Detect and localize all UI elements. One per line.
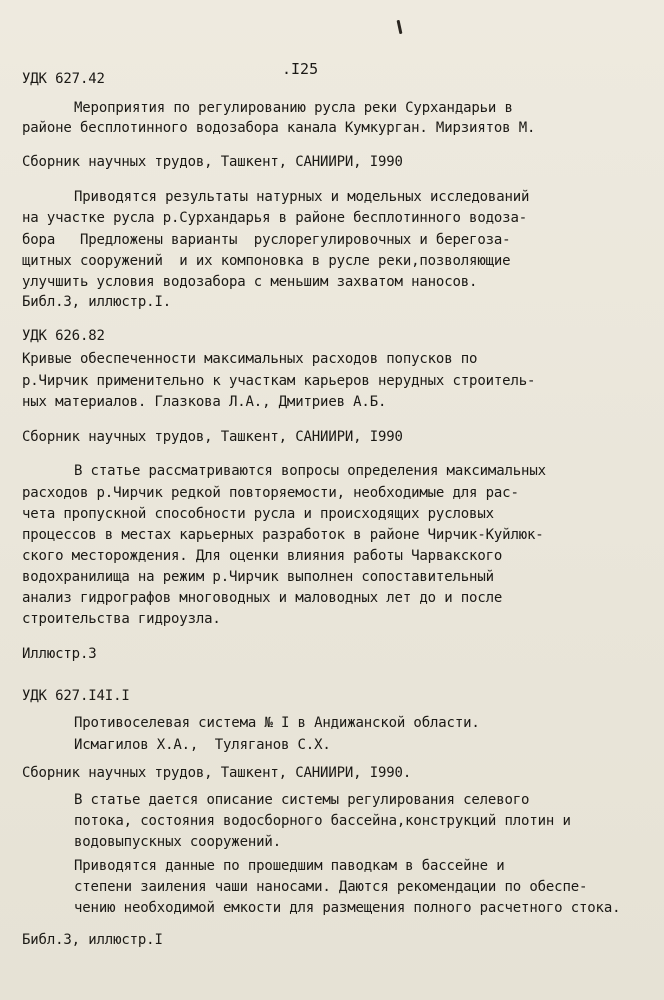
- abstract-line: на участке русла р.Сурхандарья в районе бесплотинного водоза-: [22, 210, 528, 226]
- entry-title-line: Кривые обеспеченности максимальных расходов попусков по: [22, 351, 478, 367]
- abstract-line: анализ гидрографов многоводных и маловодных лет до и после: [22, 590, 503, 606]
- abstract-line: водохранилища на режим р.Чирчик выполнен сопоставительный: [22, 569, 494, 585]
- abstract-line: Приводятся данные по прошедшим паводкам в бассейне и: [74, 858, 505, 874]
- entry-note: Библ.3, иллюстр.I.: [22, 294, 172, 310]
- abstract-line: щитных сооружений и их компоновка в русле реки,позволяющие: [22, 253, 511, 269]
- entry-title-line: районе бесплотинного водозабора канала Кумкурган. Мирзиятов М.: [22, 120, 536, 136]
- ink-mark: [397, 20, 403, 34]
- entry-title-line: Мероприятия по регулированию русла реки Сурхандарьи в: [74, 100, 513, 116]
- entry-note: Библ.3, иллюстр.I: [22, 932, 163, 948]
- entry-title-line: Исмагилов Х.А., Туляганов С.Х.: [74, 737, 331, 753]
- abstract-line: бора Предложены варианты руслорегулировочных и берегоза-: [22, 232, 511, 248]
- entry-source: Сборник научных трудов, Ташкент, САНИИРИ, I990.: [22, 765, 412, 781]
- abstract-line: ского месторождения. Для оценки влияния работы Чарвакского: [22, 548, 503, 564]
- abstract-line: Приводятся результаты натурных и модельных исследований: [74, 189, 530, 205]
- abstract-line: водовыпускных сооружений.: [74, 834, 281, 850]
- abstract-line: чению необходимой емкости для размещения полного расчетного стока.: [74, 900, 621, 916]
- entry-source: Сборник научных трудов, Ташкент, САНИИРИ, I990: [22, 154, 403, 170]
- udk-code: УДК 627.42: [22, 71, 105, 87]
- entry-note: Иллюстр.3: [22, 646, 97, 662]
- abstract-line: расходов р.Чирчик редкой повторяемости, необходимые для рас-: [22, 485, 519, 501]
- abstract-line: процессов в местах карьерных разработок в районе Чирчик-Куйлюк-: [22, 527, 544, 543]
- udk-code: УДК 626.82: [22, 328, 105, 344]
- udk-code: УДК 627.I4I.I: [22, 688, 130, 704]
- abstract-line: В статье дается описание системы регулирования селевого: [74, 792, 530, 808]
- abstract-line: потока, состояния водосборного бассейна,конструкций плотин и: [74, 813, 571, 829]
- page-number: .I25: [282, 60, 319, 78]
- abstract-line: улучшить условия водозабора с меньшим захватом наносов.: [22, 274, 478, 290]
- abstract-line: строительства гидроузла.: [22, 611, 221, 627]
- abstract-line: чета пропускной способности русла и происходящих русловых: [22, 506, 494, 522]
- entry-title-line: ных материалов. Глазкова Л.А., Дмитриев А.Б.: [22, 394, 387, 410]
- entry-source: Сборник научных трудов, Ташкент, САНИИРИ, I990: [22, 429, 403, 445]
- abstract-line: степени заиления чаши наносами. Даются рекомендации по обеспе-: [74, 879, 588, 895]
- abstract-line: В статье рассматриваются вопросы определения максимальных: [74, 463, 546, 479]
- entry-title-line: р.Чирчик применительно к участкам карьеров нерудных строитель-: [22, 373, 536, 389]
- entry-title-line: Противоселевая система № I в Андижанской области.: [74, 715, 480, 731]
